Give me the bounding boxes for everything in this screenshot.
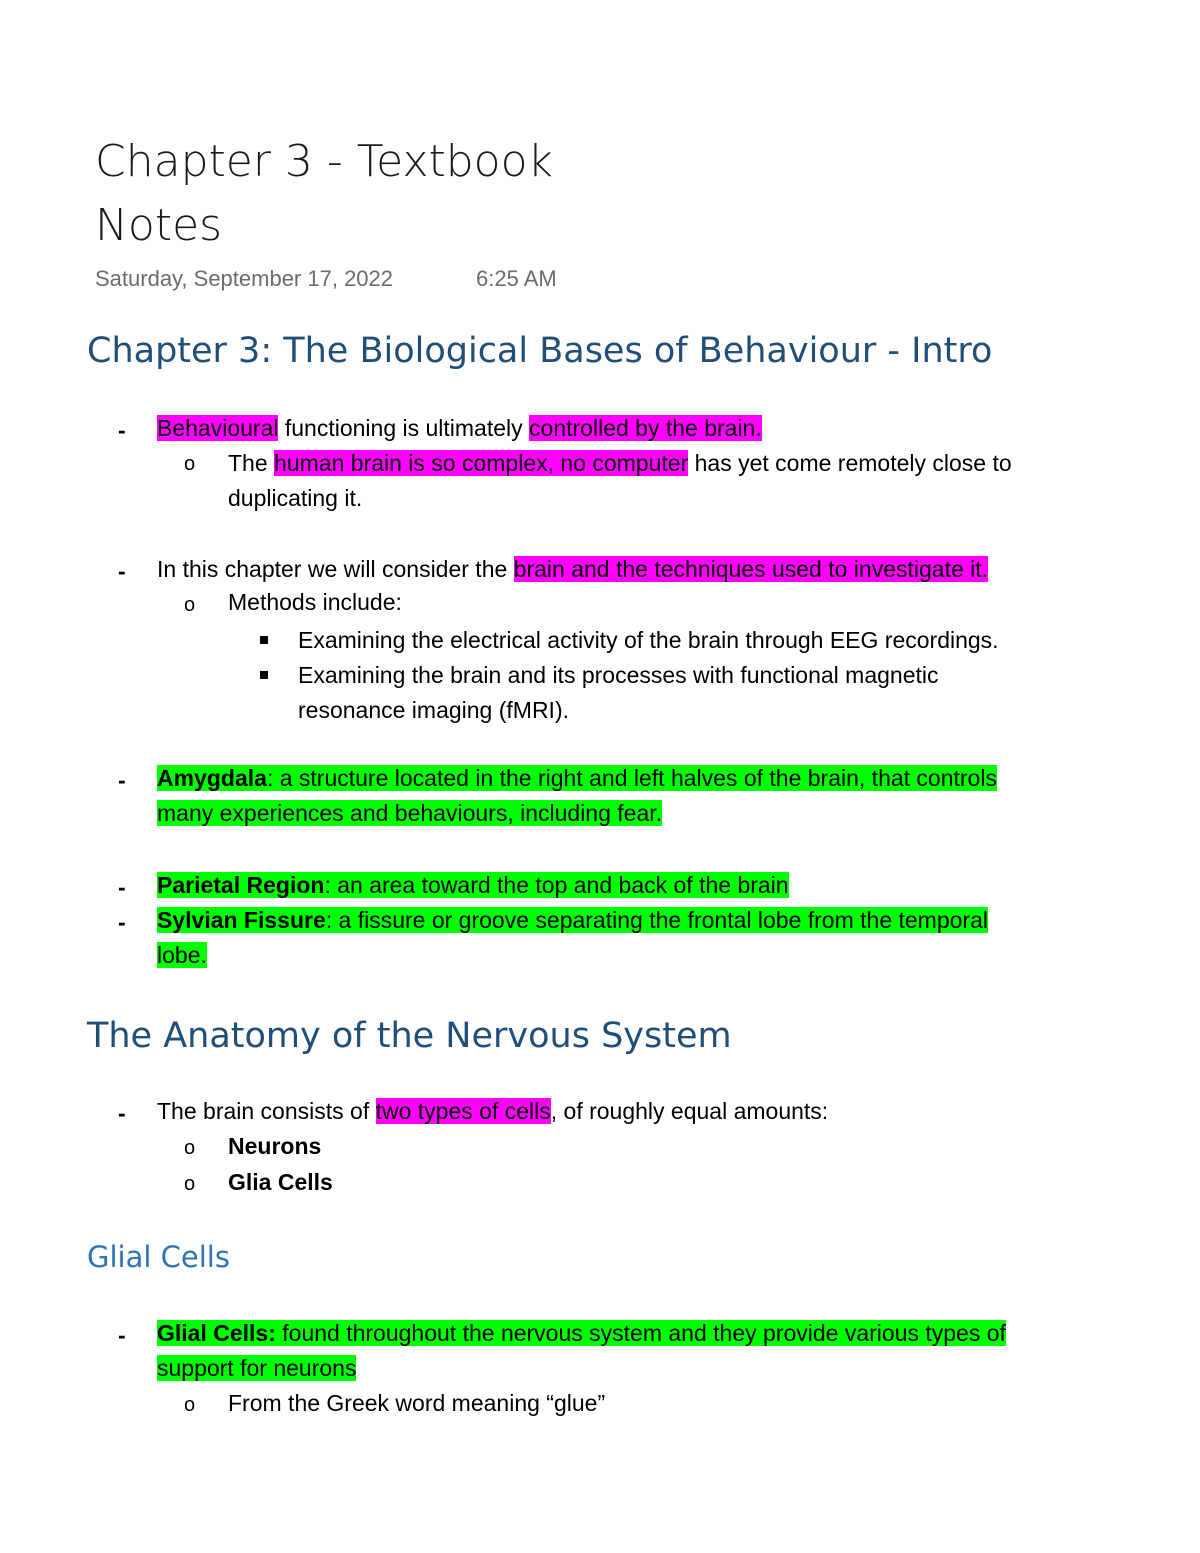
dash-bullet: - xyxy=(118,1100,126,1126)
glial-sub: From the Greek word meaning “glue” xyxy=(228,1390,606,1416)
highlight: controlled by the brain. xyxy=(529,415,762,441)
page-title-line2: Notes xyxy=(95,200,223,251)
square-bullet xyxy=(260,671,268,679)
cell-type-item: Glia Cells xyxy=(228,1169,333,1195)
dash-bullet: - xyxy=(118,1322,126,1348)
highlight: support for neurons xyxy=(157,1355,357,1381)
method-item-continued: resonance imaging (fMRI). xyxy=(298,697,569,723)
cell-type-item: Neurons xyxy=(228,1133,322,1159)
circle-bullet: o xyxy=(184,453,196,475)
highlight: Glial Cells: found throughout the nervous system and they provide various types of xyxy=(157,1320,1006,1346)
highlight: lobe. xyxy=(157,942,207,968)
note-date: Saturday, September 17, 2022 xyxy=(95,266,394,291)
highlight: human brain is so complex, no computer xyxy=(274,450,689,476)
note-time: 6:25 AM xyxy=(476,266,557,291)
section3-heading: Glial Cells xyxy=(87,1240,230,1274)
highlight: brain and the techniques used to investigate it. xyxy=(513,556,989,582)
highlight: Parietal Region: an area toward the top and back of the brain xyxy=(157,872,789,898)
s1-bullet1-sub-line2: duplicating it. xyxy=(228,485,363,511)
method-item: Examining the electrical activity of the brain through EEG recordings. xyxy=(298,627,999,653)
method-item: Examining the brain and its processes with functional magnetic xyxy=(298,662,939,688)
dash-bullet: - xyxy=(118,767,126,793)
highlight: two types of cells xyxy=(375,1098,551,1124)
circle-bullet: o xyxy=(184,1394,196,1416)
sylvian-line1 xyxy=(157,905,988,935)
square-bullet xyxy=(260,636,268,644)
section1-heading: Chapter 3: The Biological Bases of Behaviour - Intro xyxy=(87,331,993,371)
highlight: many experiences and behaviours, including fear. xyxy=(157,800,663,826)
parietal-line xyxy=(157,870,789,900)
dash-bullet: - xyxy=(118,417,126,443)
glial-line2 xyxy=(157,1353,356,1383)
amygdala-line2 xyxy=(157,798,662,828)
circle-bullet: o xyxy=(184,594,196,616)
s1-bullet2: In this chapter we will consider the brain and the techniques used to investigate it. xyxy=(157,556,989,582)
s1-bullet1-sub-line1: The human brain is so complex, no computer has yet come remotely close to xyxy=(228,450,1012,476)
highlight: Sylvian Fissure: a fissure or groove separating the frontal lobe from the temporal xyxy=(157,907,988,933)
circle-bullet: o xyxy=(184,1173,196,1195)
dash-bullet: - xyxy=(118,909,126,935)
page-title-line1: Chapter 3 - Textbook xyxy=(95,136,553,187)
circle-bullet: o xyxy=(184,1137,196,1159)
sylvian-line2 xyxy=(157,940,207,970)
glial-line1 xyxy=(157,1318,1006,1348)
dash-bullet: - xyxy=(118,558,126,584)
s1-bullet2-sub: Methods include: xyxy=(228,589,402,615)
amygdala-line1 xyxy=(157,763,997,793)
s1-bullet1: Behavioural functioning is ultimately controlled by the brain. xyxy=(157,415,762,441)
s2-bullet1: The brain consists of two types of cells, of roughly equal amounts: xyxy=(157,1098,829,1124)
section2-heading: The Anatomy of the Nervous System xyxy=(87,1016,732,1056)
highlight: Amygdala: a structure located in the right and left halves of the brain, that controls xyxy=(157,765,997,791)
highlight: Behavioural xyxy=(157,415,279,441)
dash-bullet: - xyxy=(118,874,126,900)
